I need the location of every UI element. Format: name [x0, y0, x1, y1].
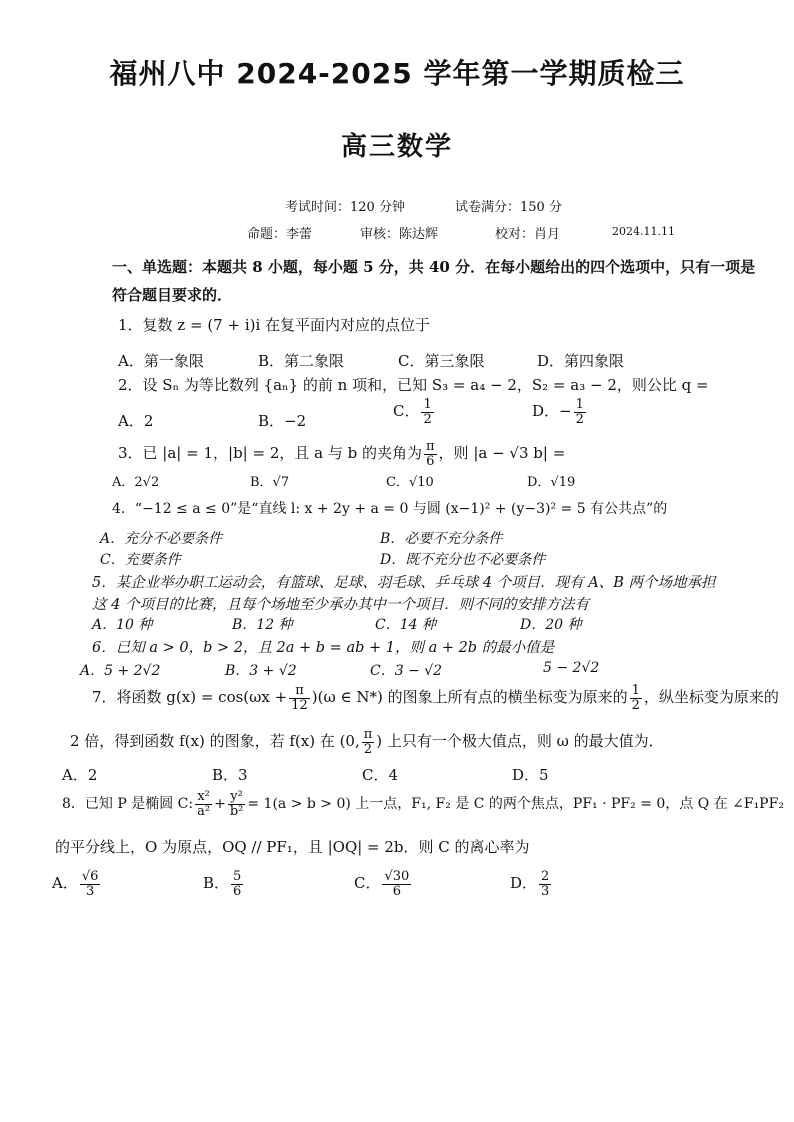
q1-option-c: C．第三象限: [398, 352, 485, 370]
q4-option-b: B．必要不充分条件: [380, 531, 503, 547]
frac-numerator: x²: [195, 790, 212, 805]
q2-option-c-fraction: [421, 398, 433, 426]
frac-numerator: π: [426, 439, 435, 454]
author: 命题：李蕾: [247, 227, 313, 242]
frac-numerator: 1: [575, 397, 584, 412]
frac-denominator: 6: [233, 883, 242, 899]
frac-denominator: a²: [197, 803, 211, 819]
question-5-cont: 这 4 个项目的比赛，且每个场地至少承办其中一个项目．则不同的安排方法有: [92, 597, 589, 613]
question-7: [92, 684, 779, 712]
section-heading-cont: 符合题目要求的．: [112, 286, 233, 304]
q7-interval-fraction: [362, 728, 375, 756]
question-5: 5．某企业举办职工运动会，有篮球、足球、羽毛球、乒乓球 4 个项目．现有 A、B 两个场地承担: [92, 575, 716, 591]
q8-y-fraction: [228, 790, 246, 818]
q2-option-d-fraction: [574, 398, 586, 426]
q2-option-a: A．2: [118, 412, 154, 430]
q8-option-a-label: A．: [52, 874, 78, 893]
question-2: 2．设 Sₙ 为等比数列 {aₙ} 的前 n 项和，已知 S₃ = a₄ − 2，S₂ = a₃ − 2，则公比 q =: [118, 376, 709, 394]
q2-option-c: [393, 398, 436, 426]
q8-option-d-fraction: [539, 870, 551, 898]
exam-subtitle: 高三数学: [340, 132, 453, 162]
q3-option-d: D．√19: [527, 475, 576, 490]
q7-option-c: C．4: [362, 766, 399, 784]
q8-x-fraction: [195, 790, 212, 818]
q8-text-post: = 1(a > b > 0) 上一点，F₁, F₂ 是 C 的两个焦点，PF₁ · PF₂ = 0，点 Q 在 ∠F₁PF₂: [247, 796, 784, 813]
q2-option-d: [532, 398, 588, 426]
question-8: [62, 790, 784, 818]
q3-angle-fraction: [424, 440, 437, 468]
frac-denominator: 12: [291, 697, 308, 713]
frac-denominator: 6: [392, 883, 402, 899]
q8-option-c-fraction: [382, 870, 411, 898]
q3-text-post: ，则 |a − √3 b| =: [438, 444, 566, 463]
q8-option-c-label: C．: [354, 874, 381, 893]
question-1: 1．复数 z = (7 + i)i 在复平面内对应的点位于: [118, 316, 431, 334]
frac-denominator: b²: [229, 803, 244, 819]
q8-option-c: [354, 870, 413, 898]
question-8-cont: 的平分线上，O 为原点，OQ // PF₁，且 |OQ| = 2b．则 C 的离心率为: [55, 838, 530, 856]
reviewer: 审核：陈达辉: [360, 227, 439, 242]
q1-option-d: D．第四象限: [537, 352, 625, 370]
q7-text-mid: )(ω ∈ N*) 的图象上所有点的横坐标变为原来的: [311, 688, 628, 707]
q2-option-d-label: D．−: [532, 402, 572, 421]
frac-numerator: 5: [233, 869, 242, 884]
q8-option-b: [203, 870, 245, 898]
q7-option-a: A．2: [62, 766, 98, 784]
q7-line2-pre: 2 倍，得到函数 f(x) 的图象，若 f(x) 在 (0,: [70, 732, 360, 751]
q6-option-c: C．3 − √2: [370, 663, 443, 679]
frac-numerator: √30: [384, 869, 410, 884]
q7-line2-post: ) 上只有一个极大值点，则 ω 的最大值为．: [376, 732, 664, 751]
q6-option-b: B．3 + √2: [225, 663, 297, 679]
q7-text-post: ，纵坐标变为原来的: [643, 688, 779, 707]
question-3: [118, 440, 565, 468]
q8-option-b-fraction: [231, 870, 243, 898]
q2-option-b: B．−2: [258, 412, 307, 430]
frac-denominator: 2: [363, 741, 373, 757]
proofreader: 校对：肖月: [495, 227, 561, 242]
q1-option-a: A．第一象限: [118, 352, 204, 370]
frac-numerator: √6: [81, 869, 99, 884]
q2-option-c-label: C．: [393, 402, 420, 421]
q3-option-a: A．2√2: [112, 475, 160, 490]
question-6: 6．已知 a > 0，b > 2，且 2a + b = ab + 1，则 a + 2b 的最小值是: [92, 640, 555, 656]
frac-denominator: 3: [541, 883, 550, 899]
q7-phase-fraction: [289, 684, 310, 712]
q8-option-d-label: D．: [510, 874, 538, 893]
q5-option-d: D．20 种: [520, 617, 582, 633]
q3-option-c: C．√10: [386, 475, 434, 490]
q1-option-b: B．第二象限: [258, 352, 345, 370]
q8-option-b-label: B．: [203, 874, 230, 893]
frac-numerator: y²: [228, 790, 246, 805]
q7-option-d: D．5: [512, 766, 549, 784]
q8-plus: +: [214, 796, 226, 813]
section-heading: 一、单选题：本题共 8 小题，每小题 5 分，共 40 分．在每小题给出的四个选项中，只有一项是: [112, 258, 756, 276]
question-7-cont: [70, 728, 664, 756]
q5-option-c: C．14 种: [375, 617, 436, 633]
frac-numerator: π: [289, 684, 310, 699]
frac-numerator: 1: [423, 397, 432, 412]
q4-option-a: A．充分不必要条件: [100, 531, 223, 547]
q6-option-a: A．5 + 2√2: [80, 663, 161, 679]
frac-denominator: 3: [85, 883, 95, 899]
full-score: 试卷满分：150 分: [455, 200, 562, 215]
q8-option-d: [510, 870, 553, 898]
exam-title: 福州八中 2024-2025 学年第一学期质检三: [109, 57, 685, 90]
q8-option-a-fraction: [80, 870, 101, 898]
q7-scale-fraction: [630, 684, 642, 712]
exam-date: 2024.11.11: [612, 225, 675, 238]
q8-option-a: [52, 870, 102, 898]
frac-numerator: 2: [541, 869, 550, 884]
question-4: 4．“−12 ≤ a ≤ 0”是“直线 l: x + 2y + a = 0 与圆 (x−1)² + (y−3)² = 5 有公共点”的: [112, 501, 668, 517]
q6-option-d: 5 − 2√2: [543, 660, 600, 676]
frac-denominator: 2: [423, 411, 432, 427]
frac-denominator: 2: [575, 411, 584, 427]
q5-option-a: A．10 种: [92, 617, 153, 633]
q3-text-pre: 3．已 |a| = 1，|b| = 2，且 a 与 b 的夹角为: [118, 444, 422, 463]
q3-option-b: B．√7: [250, 475, 290, 490]
q8-text-pre: 8．已知 P 是椭圆 C:: [62, 796, 194, 813]
q4-option-c: C．充要条件: [100, 552, 181, 568]
exam-time: 考试时间：120 分钟: [285, 200, 405, 215]
q7-text-pre: 7．将函数 g(x) = cos(ωx +: [92, 688, 288, 707]
frac-denominator: 6: [426, 453, 435, 469]
q7-option-b: B．3: [212, 766, 248, 784]
frac-numerator: π: [363, 727, 373, 742]
frac-numerator: 1: [631, 683, 640, 698]
q4-option-d: D．既不充分也不必要条件: [380, 552, 546, 568]
frac-denominator: 2: [631, 697, 640, 713]
q5-option-b: B．12 种: [232, 617, 293, 633]
